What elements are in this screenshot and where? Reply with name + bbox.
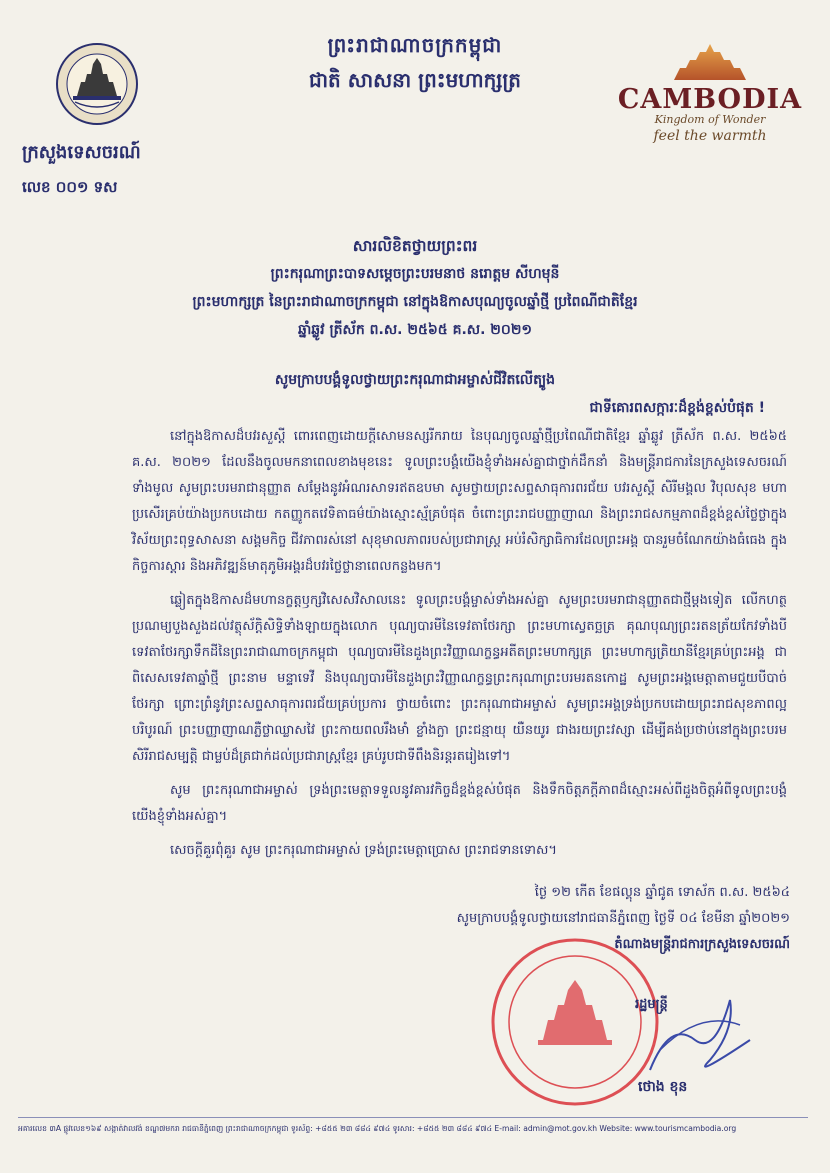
official-seal	[488, 935, 663, 1110]
letter-title	[60, 232, 770, 344]
date-lunar: ថ្ងៃ ១២ កើត ខែផល្គុន ឆ្នាំជូត ទោស័ក ព.ស. ២៥៦៤	[534, 885, 790, 900]
body-paragraph-1: នៅក្នុងឱកាសដ៏បវរសួស្តី ពោរពេញដោយក្តីសោមនស្សរីករាយ នៃបុណ្យចូលឆ្នាំថ្មីប្រពៃណីជាតិខ្មែរ ឆ្នាំឆ្លូវ ត្រីស័ក ព.ស. ២៥៦៥ គ.ស. ២០២១ ដែលនឹងចូលមកនាពេលខាងមុខនេះ ទូលព្រះបង្គំយើងខ្ញុំទាំងអស់គ្នាជាថ្នាក់ដឹកនាំ និងមន្ត្រីរាជការនៃក្រសួងទេសចរណ៍ទាំងមូល សូមព្រះបរមរាជានុញ្ញាត សម្តែងនូវអំណរសាទរឥតឧបមា សូមថ្វាយព្រះសព្ទសាធុការពរជ័យ បវរសួស្តី សិរីមង្គល វិបុលសុខ មហាប្រសើរគ្រប់យ៉ាងប្រកបដោយ កតញ្ញូកតវេទិតាធម៌យ៉ាងស្មោះស្ម័គ្របំផុត ចំពោះព្រះរាជបញ្ញាញាណ និងព្រះរាជសកម្មភាពដ៏ខ្ពង់ខ្ពស់ថ្លៃថ្លាក្នុងវិស័យព្រះពុទ្ធសាសនា សង្គមកិច្ច ជីវភាពរស់នៅ សុខុមាលភាពរបស់ប្រជារាស្ត្រ អប់រំសិក្សាធិការដែលព្រះអង្គ បានរួមចំណែកយ៉ាងធំធេង ក្នុងកិច្ចការស្តារ និងអភិវឌ្ឍន៍មាតុភូមិអង្គរដ៏បវរថ្លៃថ្លានាពេលកន្លងមក។	[132, 429, 787, 574]
salutation-line-1: សូមក្រាបបង្គំទូលថ្វាយព្រះករុណាជាអម្ចាស់ជីវិតលើត្បូង	[274, 372, 556, 388]
cambodia-brand	[615, 42, 805, 144]
reference-number: លេខ ០០១ ទស	[22, 178, 118, 196]
brand-tagline: Kingdom of Wonder	[654, 113, 766, 126]
brand-slogan: feel the warmth	[653, 128, 767, 144]
footer-contact: អគារលេខ ៣A ផ្លូវលេខ១៦៩ សង្កាត់វាលវង់ ខណ្ឌ៧មករា រាជធានីភ្នំពេញ ព្រះរាជាណាចក្រកម្ពុជា ទូរស័ព្ទ: +៨៥៥ ២៣ ៨៨៤ ៩៧៤ ទូរសារ: +៨៥៥ ២៣ ៨៨៤ ៩៧៤ E-mail: admin@mot.gov.kh Website: www.tourismcambodia.org	[18, 1124, 737, 1133]
signatory-organization: តំណាងមន្ត្រីរាជការក្រសួងទេសចរណ៍	[614, 937, 790, 952]
signatory-name: ថោង ខុន	[638, 1079, 688, 1095]
kingdom-title: ព្រះរាជាណាចក្រកម្ពុជា	[327, 33, 503, 57]
salutation-line-2: ជាទីគោរពសក្ការៈដ៏ខ្ពង់ខ្ពស់បំផុត !	[589, 400, 765, 416]
body-paragraph-4: សេចក្តីគួរពុំគួរ សូម ព្រះករុណាជាអម្ចាស់ ទ្រង់ព្រះមេត្តាប្រោស ព្រះរាជទានទោស។	[170, 843, 557, 858]
title-line-4: ឆ្នាំឆ្លូវ ត្រីស័ក ព.ស. ២៥៦៥ គ.ស. ២០២១	[297, 322, 533, 338]
ministry-of-tourism-logo	[55, 42, 139, 126]
footer-divider	[18, 1117, 808, 1118]
national-motto: ជាតិ សាសនា ព្រះមហាក្សត្រ	[309, 68, 521, 92]
body-paragraph-3: សូម ព្រះករុណាជាអម្ចាស់ ទ្រង់ព្រះមេត្តាទទួលនូវគារវកិច្ចដ៏ខ្ពង់ខ្ពស់បំផុត និងទឹកចិត្តភក្តីភាពដ៏ស្មោះអស់ពីដួងចិត្តអំពីទូលព្រះបង្គំយើងខ្ញុំទាំងអស់គ្នា។	[132, 783, 787, 824]
date-solar: សូមក្រាបបង្គំទូលថ្វាយនៅរាជធានីភ្នំពេញ ថ្ងៃទី ០៤ ខែមីនា ឆ្នាំ២០២១	[456, 911, 790, 926]
title-line-2: ព្រះករុណាព្រះបាទសម្តេចព្រះបរមនាថ នរោត្តម សីហមុនី	[270, 266, 560, 282]
angkor-temple-logo	[670, 42, 750, 82]
brand-name: CAMBODIA	[617, 84, 803, 115]
ministry-name: ក្រសួងទេសចរណ៍	[22, 142, 141, 163]
body-paragraph-2: ឆ្លៀតក្នុងឱកាសដ៏មហានក្ខត្តឫក្សវិសេសវិសាលនេះ ទូលព្រះបង្គំម្ចាស់ទាំងអស់គ្នា សូមព្រះបរមរាជានុញ្ញាតជាថ្មីម្តងទៀត លើកហត្ថប្រណម្យបួងសួងដល់វត្ថុស័ក្តិសិទ្ធិទាំងឡាយក្នុងលោក បុណ្យបារមីនៃទេវតាថែរក្សា ព្រះមហាស្វេតច្ឆត្រ គុណបុណ្យព្រះរតនត្រ័យកែវទាំងបី ទេវតាថែរក្សាទឹកដីនៃព្រះរាជាណាចក្រកម្ពុជា បុណ្យបារមីនៃដួងព្រះវិញ្ញាណក្ខន្ធអតីតព្រះមហាក្សត្រ ព្រះមហាក្សត្រិយានីខ្មែរគ្រប់ព្រះអង្គ ជាពិសេសទេវតាឆ្នាំថ្មី ព្រះនាម មន្ទាទេវី និងបុណ្យបារមីនៃដួងព្រះវិញ្ញាណក្ខន្ធព្រះករុណាព្រះបរមរតនកោដ្ឋ សូមព្រះអង្គមេត្តាតាមជួយបីបាច់ថែរក្សា ព្រោះព្រំនូវព្រះសព្ទសាធុការពរជ័យគ្រប់ប្រការ ថ្វាយចំពោះ ព្រះករុណាជាអម្ចាស់ សូមព្រះអង្គទ្រង់ប្រកបដោយព្រះរាជសុខភាពល្អបរិបូរណ៍ ព្រះបញ្ញាញាណភ្លឺថ្លាឈ្លាសវៃ ព្រះកាយពលរឹងមាំ ខ្លាំងក្លា ព្រះជន្មាយុ យឺនយូរ ជាងរយព្រះវស្សា ដើម្បីគង់ប្រថាប់នៅក្នុងព្រះបរមសិរីរាជសម្បត្តិ ជាម្លប់ដ៏ត្រជាក់ដល់ប្រជារាស្ត្រខ្មែរ គ្រប់រូបជាទីពឹងនិរន្តរតរៀងទៅ។	[132, 593, 787, 764]
national-header	[230, 30, 600, 96]
signatory-title: រដ្ឋមន្ត្រី	[635, 997, 668, 1012]
letter-body	[132, 424, 787, 872]
title-line-3: ព្រះមហាក្សត្រ នៃព្រះរាជាណាចក្រកម្ពុជា នៅក្នុងឱកាសបុណ្យចូលឆ្នាំថ្មី ប្រពៃណីជាតិខ្មែរ	[192, 294, 638, 310]
title-line-1: សារលិខិតថ្វាយព្រះពរ	[352, 237, 478, 255]
